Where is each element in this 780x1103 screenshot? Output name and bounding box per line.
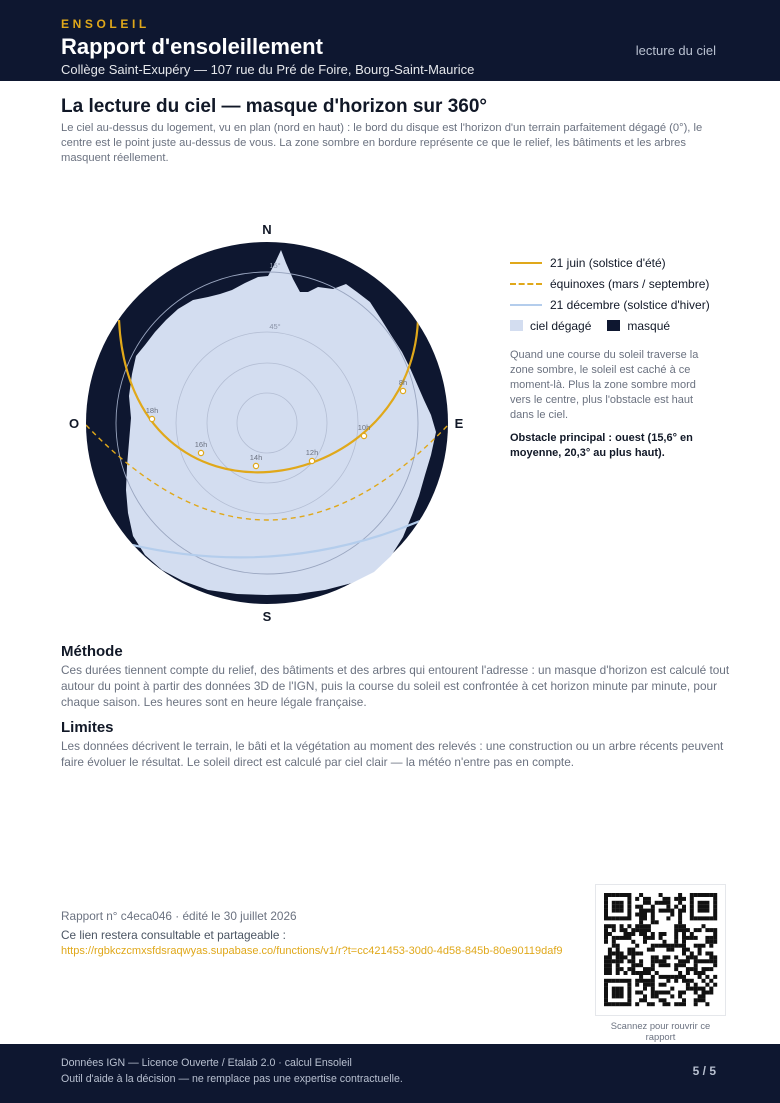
- methode-title: Méthode: [61, 643, 123, 660]
- legend-summer-label: 21 juin (solstice d'été): [550, 255, 666, 270]
- qr-code-icon: [596, 885, 725, 1015]
- methode-text: Ces durées tiennent compte du relief, des bâtiments et des arbres qui entourent l'adresse : un masque d'horizon est calculé tout autour du point à partir des données 3D de l'IGN, puis la course du soleil est confrontée à cet horizon minute par minute, pour chaque saison. Les heures sont en heure légale française.: [61, 663, 730, 709]
- hour-label-18h: 18h: [145, 406, 159, 415]
- footer-disclaimer: Outil d'aide à la décision — ne remplace pas une expertise contractuelle.: [61, 1073, 403, 1085]
- qr-caption: Scannez pour rouvrir ce rapport: [610, 1020, 711, 1042]
- hour-marker-18h: [149, 416, 154, 421]
- clear-sky-swatch: [510, 320, 523, 331]
- side-note: Quand une course du soleil traverse la zone sombre, le soleil est caché à ce moment-là. Plus la zone sombre mord vers le centre, plus l'obstacle est haut dans le ciel.: [510, 349, 699, 421]
- horizon-mask-diagram: [0, 200, 500, 630]
- hour-label-14h: 14h: [249, 453, 263, 462]
- compass-north: N: [262, 222, 272, 237]
- ring-label-45: 45°: [269, 322, 281, 331]
- report-address: Collège Saint-Exupéry — 107 rue du Pré de Foire, Bourg-Saint-Maurice: [61, 62, 475, 77]
- hour-marker-14h: [253, 463, 258, 468]
- brand-name: ENSOLEIL: [61, 17, 150, 31]
- intro-text: Le ciel au-dessus du logement, vu en plan (nord en haut) : le bord du disque est l'horizon d'un terrain parfaitement dégagé (0°), le centre est le point juste au-dessus de vous. La zone sombre en bordure représente ce que le relief, les bâtiments et les arbres masquent réellement.: [61, 122, 703, 164]
- page-footer: [0, 1044, 780, 1103]
- limites-title: Limites: [61, 719, 114, 736]
- diagram-legend: [510, 252, 730, 336]
- report-link[interactable]: https://rgbkczcmxsfdsraqwyas.supabase.co/functions/v1/r?t=cc421453-30d0-4d58-845b-80e90119daf9: [61, 945, 563, 957]
- masked-swatch: [607, 320, 620, 331]
- compass-west: O: [68, 416, 80, 431]
- legend-masked-label: masqué: [627, 318, 671, 333]
- legend-item-equinox: [510, 273, 730, 294]
- legend-item-winter: [510, 294, 730, 315]
- hour-label-8h: 8h: [398, 378, 408, 387]
- ring-label-15: 15°: [269, 261, 281, 270]
- summer-line-swatch: [510, 262, 542, 264]
- compass-south: S: [262, 609, 272, 624]
- main-obstacle: Obstacle principal : ouest (15,6° en moyenne, 20,3° au plus haut).: [510, 432, 693, 459]
- page-number: 5 / 5: [692, 1064, 716, 1078]
- report-title: Rapport d'ensoleillement: [61, 34, 323, 59]
- page-title: La lecture du ciel — masque d'horizon sur 360°: [61, 96, 488, 117]
- equinox-line-swatch: [510, 283, 542, 285]
- qr-code[interactable]: [595, 884, 726, 1016]
- footer-license: Données IGN — Licence Ouverte / Etalab 2.0 · calcul Ensoleil: [61, 1057, 352, 1069]
- report-share-text: Ce lien restera consultable et partageable :: [61, 928, 286, 942]
- winter-line-swatch: [510, 304, 542, 306]
- hour-marker-10h: [361, 433, 366, 438]
- section-label: lecture du ciel: [635, 43, 716, 58]
- legend-clear-label: ciel dégagé: [530, 318, 592, 333]
- hour-label-10h: 10h: [357, 423, 371, 432]
- report-header: [0, 0, 780, 81]
- legend-item-areas: [510, 315, 730, 336]
- hour-marker-12h: [309, 458, 314, 463]
- hour-marker-16h: [198, 450, 203, 455]
- compass-east: E: [454, 416, 464, 431]
- legend-winter-label: 21 décembre (solstice d'hiver): [550, 297, 710, 312]
- legend-equinox-label: équinoxes (mars / septembre): [550, 276, 710, 291]
- hour-label-12h: 12h: [305, 448, 319, 457]
- legend-item-summer: [510, 252, 730, 273]
- report-id: Rapport n° c4eca046 · édité le 30 juillet 2026: [61, 909, 297, 923]
- hour-marker-8h: [400, 388, 405, 393]
- limites-text: Les données décrivent le terrain, le bâti et la végétation au moment des relevés : une construction ou un arbre récents peuvent faire évoluer le résultat. Le soleil direct est calculé par ciel clair — la météo n'entre pas en compte.: [61, 739, 724, 769]
- hour-label-16h: 16h: [194, 440, 208, 449]
